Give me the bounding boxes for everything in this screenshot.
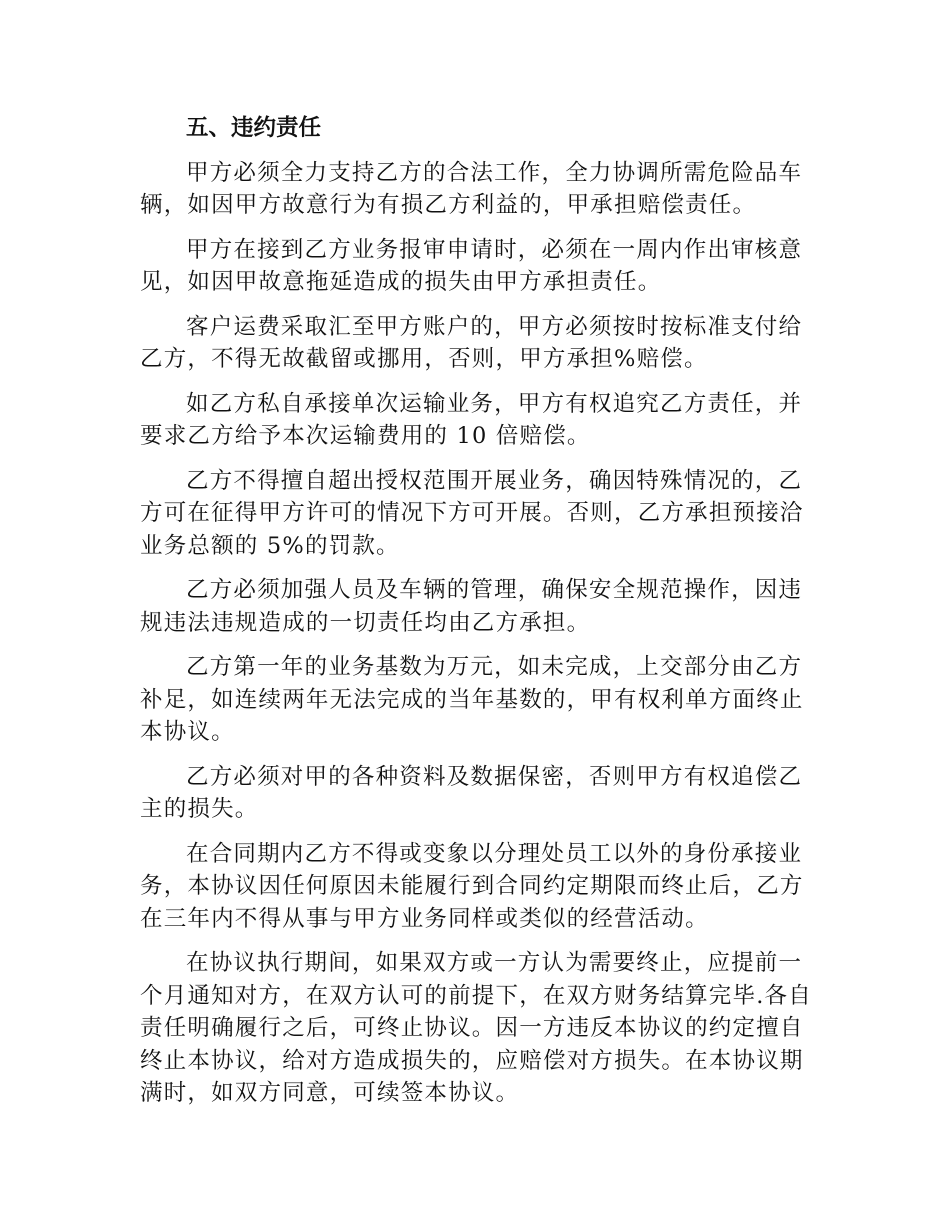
- paragraph-2: 甲方在接到乙方业务报审申请时，必须在一周内作出审核意见，如因甲故意拖延造成的损失由甲方承担责任。: [140, 236, 803, 295]
- document-body: [140, 112, 812, 1122]
- paragraph-9: 在合同期内乙方不得或变象以分理处员工以外的身份承接业务，本协议因任何原因未能履行到合同约定期限而终止后，乙方在三年内不得从事与甲方业务同样或类似的经营活动。: [140, 840, 804, 932]
- section-heading: 五、违约责任: [186, 115, 322, 141]
- paragraph-10: 在协议执行期间，如果双方或一方认为需要终止，应提前一个月通知对方，在双方认可的前提下，在双方财务结算完毕.各自责任明确履行之后，可终止协议。因一方违反本协议的约定擅自终止本协议，给对方造成损失的，应赔偿对方损失。在本协议期满时，如双方同意，可续签本协议。: [140, 950, 812, 1106]
- paragraph-4: 如乙方私自承接单次运输业务，甲方有权追究乙方责任，并要求乙方给予本次运输费用的 10 倍赔偿。: [140, 390, 803, 449]
- paragraph-5: 乙方不得擅自超出授权范围开展业务，确因特殊情况的，乙方可在征得甲方许可的情况下方可开展。否则，乙方承担预接洽业务总额的 5%的罚款。: [140, 467, 804, 559]
- paragraph-6: 乙方必须加强人员及车辆的管理，确保安全规范操作，因违规违法违规造成的一切责任均由乙方承担。: [140, 577, 803, 636]
- paragraph-7: 乙方第一年的业务基数为万元，如未完成，上交部分由乙方补足，如连续两年无法完成的当年基数的，甲有权利单方面终止本协议。: [140, 654, 804, 745]
- paragraph-8: 乙方必须对甲的各种资料及数据保密，否则甲方有权追偿乙主的损失。: [140, 763, 803, 822]
- paragraph-1: 甲方必须全力支持乙方的合法工作，全力协调所需危险品车辆，如因甲方故意行为有损乙方利益的，甲承担赔偿责任。: [140, 159, 803, 218]
- paragraph-3: 客户运费采取汇至甲方账户的，甲方必须按时按标准支付给乙方，不得无故截留或挪用，否则，甲方承担%赔偿。: [140, 313, 803, 372]
